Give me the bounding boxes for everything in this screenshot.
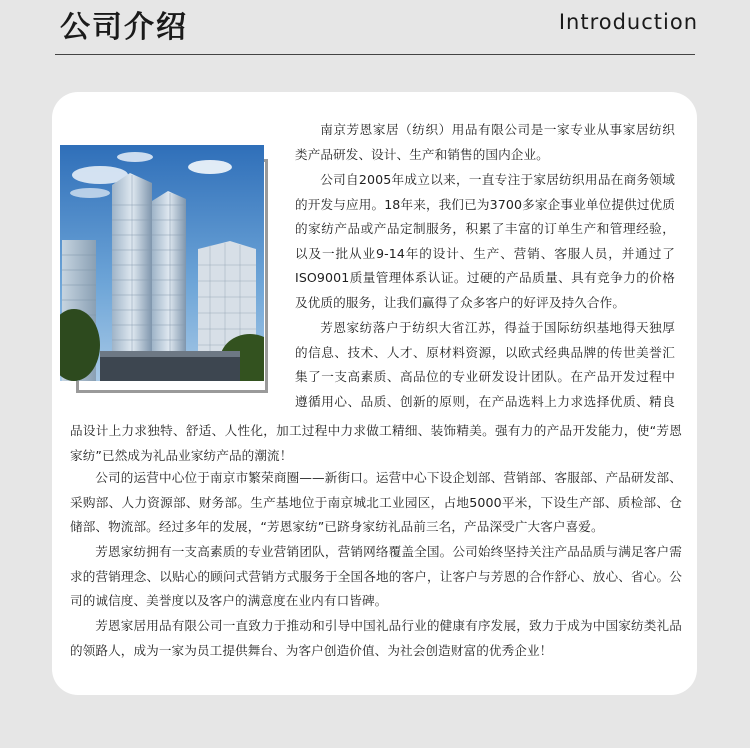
page-subtitle: Introduction bbox=[558, 10, 698, 34]
paragraph-4: 公司的运营中心位于南京市繁荣商圈——新街口。运营中心下设企划部、营销部、客服部、产品研发部、采购部、人力资源部、财务部。生产基地位于南京城北工业园区，占地5000平米，下设生产部、质检部、仓储部、物流部。经过多年的发展，“芳恩家纺”已跻身家纺礼品前三名，产品深受广大客户喜爱。 bbox=[70, 470, 682, 535]
paragraph-2: 公司自2005年成立以来，一直专注于家居纺织用品在商务领域的开发与应用。18年来，我们已为3700多家企事业单位提供过优质的家纺产品或产品定制服务，积累了丰富的订单生产和管理经验，以及一批从业9-14年的设计、生产、营销、客服人员，并通过了ISO9001质量管理体系认证。过硬的产品质量、具有竞争力的价格及优质的服务，让我们赢得了众多客户的好评及持久合作。 bbox=[295, 172, 675, 310]
company-building-photo bbox=[60, 145, 264, 381]
paragraph-5: 芳恩家纺拥有一支高素质的专业营销团队，营销网络覆盖全国。公司始终坚持关注产品品质与满足客户需求的营销理念、以贴心的顾问式营销方式服务于全国各地的客户，让客户与芳恩的合作舒心、放心、省心。公司的诚信度、美誉度以及客户的满意度在业内有口皆碑。 bbox=[70, 544, 682, 609]
paragraph-3-top: 芳恩家纺落户于纺织大省江苏，得益于国际纺织基地得天独厚的信息、技术、人才、原材料资源，以欧式经典品牌的传世美誉汇集了一支高素质、高品位的专业研发设计团队。在产品开发过程中遵循用心、品质、创新的原则，在产品选料上力求选择优质、精良 bbox=[295, 320, 675, 409]
paragraph-1: 南京芳恩家居（纺织）用品有限公司是一家专业从事家居纺织类产品研发、设计、生产和销售的国内企业。 bbox=[295, 122, 675, 162]
paragraph-6: 芳恩家居用品有限公司一直致力于推动和引导中国礼品行业的健康有序发展，致力于成为中国家纺类礼品的领路人，成为一家为员工提供舞台、为客户创造价值、为社会创造财富的优秀企业！ bbox=[70, 618, 682, 658]
page-title: 公司介绍 bbox=[60, 10, 188, 45]
paragraph-3: 品设计上力求独特、舒适、人性化，加工过程中力求做工精细、装饰精美。强有力的产品开发能力，使“芳恩家纺”已然成为礼品业家纺产品的潮流！ bbox=[70, 423, 682, 463]
photo-frame bbox=[60, 145, 264, 381]
title-divider bbox=[55, 54, 695, 55]
